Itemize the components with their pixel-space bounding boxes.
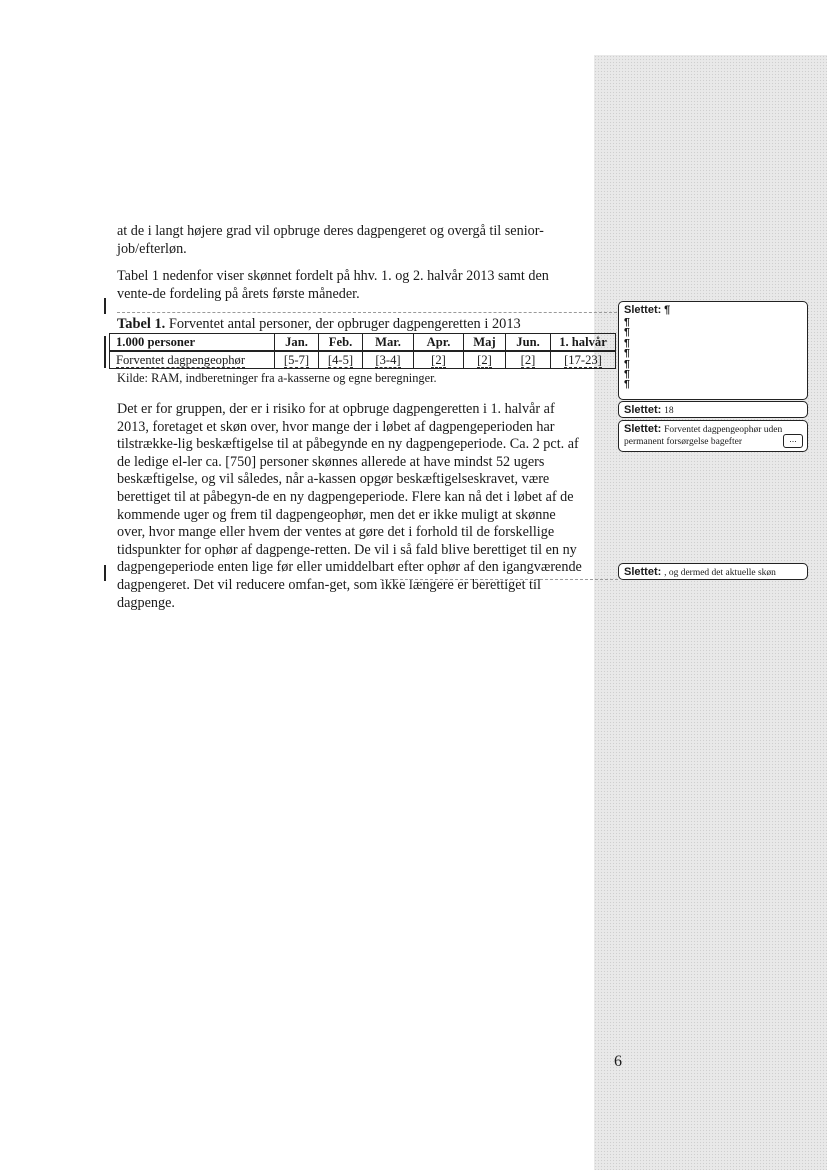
table-cell-text: [2]: [431, 352, 446, 367]
table-header-cell: 1.000 personer: [110, 334, 275, 352]
balloon-text: ¶: [664, 304, 671, 316]
balloon-text: 18: [664, 406, 674, 416]
paragraph-1: at de i langt højere grad vil opbruge deres dagpengeret og overgå til senior-job/efterløn.: [117, 223, 544, 257]
balloon-label: Slettet:: [624, 304, 662, 316]
table-header-cell: 1. halvår: [551, 334, 616, 352]
pilcrow-mark: ¶: [624, 326, 630, 339]
table-header-cell: Jun.: [506, 334, 551, 352]
table-cell-text: [2]: [520, 352, 536, 367]
table-header-cell: Jan.: [275, 334, 319, 352]
table-cell: [464, 351, 506, 369]
table-header-cell: Mar.: [363, 334, 414, 352]
change-bar: [104, 336, 106, 368]
table-row: [110, 351, 616, 369]
table-cell: [506, 351, 551, 369]
table-title: [117, 316, 577, 333]
deletion-leader-line: [380, 579, 618, 580]
table-header-cell: Apr.: [414, 334, 464, 352]
table-cell-text: [2]: [477, 352, 492, 367]
balloon-label: Slettet:: [624, 404, 662, 416]
pilcrow-mark: ¶: [624, 357, 630, 370]
balloon-text: , og dermed det aktuelle skøn: [664, 568, 776, 578]
table-cell-text: [5-7]: [283, 352, 310, 367]
paragraph-3: Det er for gruppen, der er i risiko for at opbruge dagpengeretten i 1. halvår af 2013, foretaget et skøn over, hvor mange der i løbet af dagpengeperioden har tilstrække-lig beskæftigelse til at påbegynde en ny dagpengeperiode. Ca. 2 pct. af de ledige el-ler ca. [750] personer skønnes allerede at have mindst 52 ugers beskæftigelse, og vil således, når a-kassen opgør beskæftigelseskravet, være berettiget til at påbegyn-de en ny dagpengeperiode. Flere kan nå det i løbet af de kommende uger og frem til dagpengeophør, men det er ikke muligt at skønne over, hvor mange eller hvem der ventes at gøre det i forhold til de forskellige tidspunkter for ophør af dagpenge-retten. De vil i så fald blive berettiget til en ny dagpengeperiode enten lige før eller umiddelbart efter ophør af den igangværende dagpengeret. Det vil reducere omfan-get, som ikke længere er berettiget til dagpenge.: [117, 401, 582, 611]
table-title-label: Tabel 1.: [117, 316, 166, 332]
table-cell: [319, 351, 363, 369]
change-bar: [104, 565, 106, 581]
table-cell: [551, 351, 616, 369]
balloon-text: Forventet dagpengeophør uden permanent forsørgelse bagefter: [624, 425, 783, 447]
comment-margin-pane: [594, 55, 827, 1170]
pilcrow-mark: ¶: [624, 368, 630, 381]
pilcrow-mark: ¶: [624, 347, 630, 360]
pilcrow-mark: ¶: [624, 336, 630, 349]
deleted-comment-balloon[interactable]: [618, 401, 808, 418]
pilcrow-mark: ¶: [624, 316, 630, 328]
table-header-row: [110, 334, 616, 352]
balloon-label: Slettet:: [624, 566, 662, 578]
pilcrow-mark: ¶: [624, 378, 630, 391]
deleted-comment-balloon[interactable]: [618, 563, 808, 580]
table-header-cell: Feb.: [319, 334, 363, 352]
table-cell-text: [4-5]: [327, 352, 354, 367]
table-cell-text: Forventet dagpengeophør: [116, 352, 246, 367]
deleted-comment-balloon[interactable]: [618, 420, 808, 452]
table-cell: [275, 351, 319, 369]
paragraph-2: Tabel 1 nedenfor viser skønnet fordelt på hhv. 1. og 2. halvår 2013 samt den vente-de fordeling på årets første måneder.: [117, 268, 549, 302]
table-cell: [414, 351, 464, 369]
table-cell-text: [17-23]: [564, 352, 602, 367]
table-header-cell: Maj: [464, 334, 506, 352]
page-number: 6: [614, 1053, 622, 1070]
table-cell-text: [3-4]: [375, 352, 401, 367]
balloon-label: Slettet:: [624, 423, 662, 435]
change-bar: [104, 298, 106, 314]
table-cell: [363, 351, 414, 369]
table-source: Kilde: RAM, indberetninger fra a-kasserne og egne beregninger.: [117, 371, 437, 385]
forecast-table: [109, 333, 616, 369]
more-button[interactable]: ...: [783, 434, 803, 448]
deletion-leader-line: [117, 312, 617, 313]
table-cell: [110, 351, 275, 369]
table-title-text: Forventet antal personer, der opbruger dagpengeretten i 2013: [165, 316, 521, 332]
deleted-comment-balloon[interactable]: [618, 301, 808, 400]
